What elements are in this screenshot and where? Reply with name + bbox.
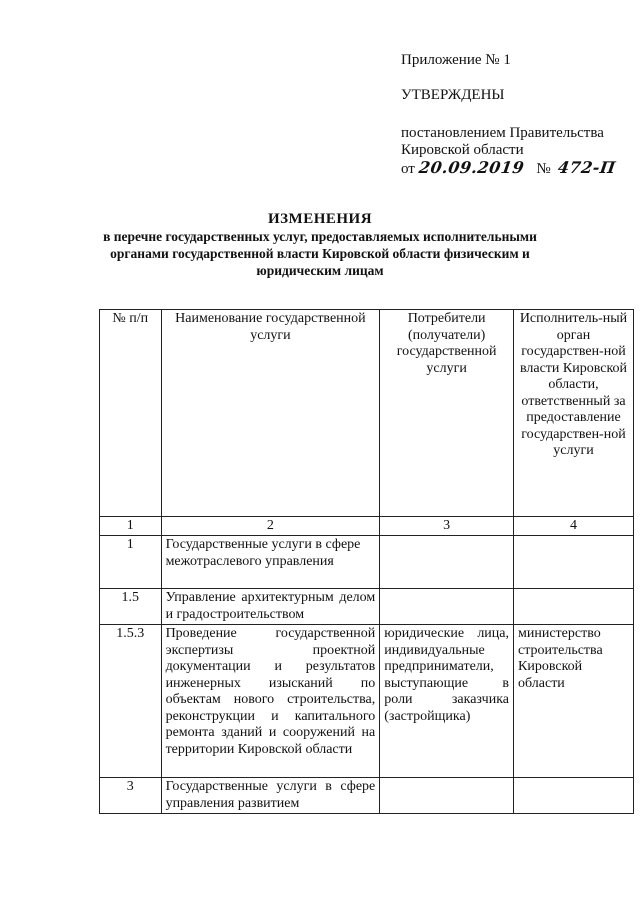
consumers-cell: юридические лица, индивидуальные предприниматели, выступающие в роли заказчика (застройщика) <box>380 625 514 778</box>
heading-line-3: юридическим лицам <box>256 263 384 278</box>
service-name-cell: Государственные услуги в сфере управления развитием <box>161 778 380 814</box>
authority-cell <box>514 778 634 814</box>
header-cell-consumers: Потребители (получатели) государственной услуги <box>380 310 514 517</box>
column-number-cell: 2 <box>161 517 380 536</box>
heading-title: ИЗМЕНЕНИЯ <box>267 211 373 227</box>
header-cell-authority: Исполнитель-ный орган государствен-ной власти Кировской области, ответственный за предоставление государствен-ной услуги <box>514 310 634 517</box>
authority-cell <box>514 536 634 589</box>
document-heading <box>100 210 540 279</box>
header-cell-service-name: Наименование государственной услуги <box>161 310 380 517</box>
handwritten-date: 20.09.2019 <box>417 158 526 177</box>
approved-label: УТВЕРЖДЕНЫ <box>401 87 505 103</box>
table-row <box>100 536 634 589</box>
service-name-cell: Государственные услуги в сфере межотраслевого управления <box>161 536 380 589</box>
column-number-row <box>100 517 634 536</box>
table-row <box>100 778 634 814</box>
approval-stamp <box>401 52 621 178</box>
table-row <box>100 625 634 778</box>
date-prefix: от <box>401 161 415 177</box>
heading-line-1: в перечне государственных услуг, предоставляемых исполнительными <box>103 229 537 244</box>
consumers-cell <box>380 536 514 589</box>
table-row <box>100 589 634 625</box>
annex-label: Приложение № 1 <box>401 52 511 68</box>
header-cell-number: № п/п <box>100 310 162 517</box>
row-number-cell: 1 <box>100 536 162 589</box>
row-number-cell: 1.5 <box>100 589 162 625</box>
decree-date-line <box>401 159 621 178</box>
authority-cell: министерство строительства Кировской области <box>514 625 634 778</box>
services-table <box>99 309 634 814</box>
row-number-cell: 1.5.3 <box>100 625 162 778</box>
consumers-cell <box>380 589 514 625</box>
decree-line-2: Кировской области <box>401 142 524 158</box>
row-number-cell: 3 <box>100 778 162 814</box>
column-number-cell: 1 <box>100 517 162 536</box>
column-number-cell: 4 <box>514 517 634 536</box>
service-name-cell: Проведение государственной экспертизы проектной документации и результатов инженерных изысканий по объектам нового строительства, реконструкции и капитального ремонта зданий и сооружений на территории Кировской области <box>161 625 380 778</box>
consumers-cell <box>380 778 514 814</box>
authority-cell <box>514 589 634 625</box>
service-name-cell: Управление архитектурным делом и градостроительством <box>161 589 380 625</box>
table-header-row <box>100 310 634 517</box>
column-number-cell: 3 <box>380 517 514 536</box>
number-sign: № <box>536 161 551 177</box>
heading-line-2: органами государственной власти Кировской области физическим и <box>110 246 530 261</box>
handwritten-number: 472-П <box>557 158 618 177</box>
decree-line-1: постановлением Правительства <box>401 125 604 141</box>
